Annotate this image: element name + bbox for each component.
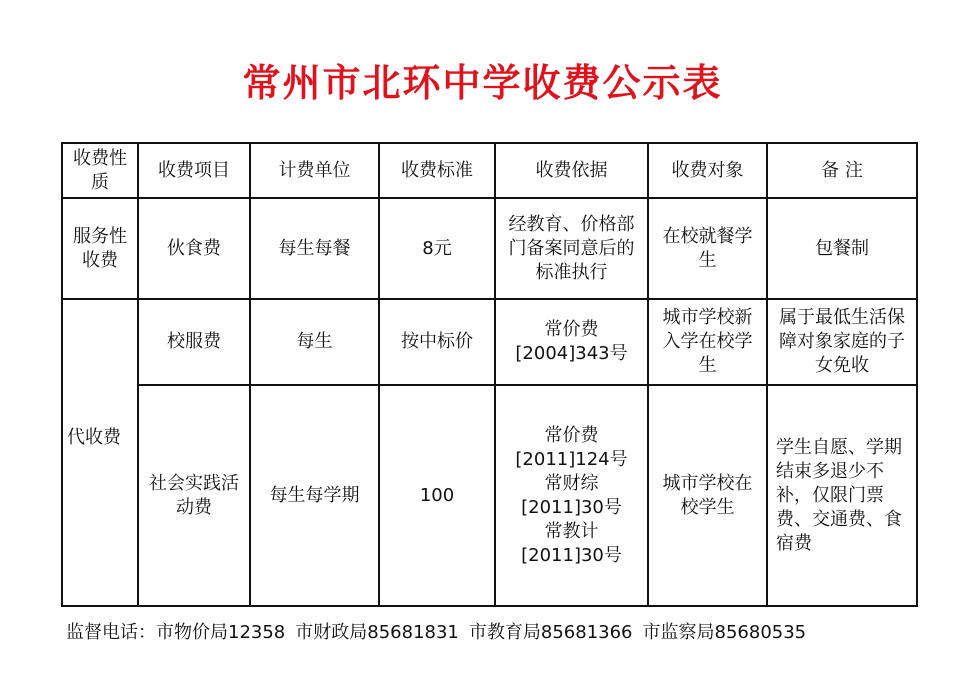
cell-unit: 每生 <box>250 299 379 385</box>
header-unit: 计费单位 <box>250 143 379 198</box>
cell-unit: 每生每餐 <box>250 198 379 299</box>
cell-note: 学生自愿、学期结束多退少不补，仅限门票费、交通费、食宿费 <box>767 385 917 606</box>
header-standard: 收费标准 <box>379 143 495 198</box>
cell-basis <box>495 385 648 606</box>
phone-supervision-bureau: 市监察局85680535 <box>642 622 807 643</box>
basis-line: [2004]343号 <box>515 343 628 364</box>
basis-line: [2011]30号 <box>521 544 622 566</box>
basis-line: 常价费 <box>544 319 599 340</box>
phone-education-bureau: 市教育局85681366 <box>468 622 633 643</box>
header-target: 收费对象 <box>648 143 767 198</box>
header-basis: 收费依据 <box>495 143 648 198</box>
cell-standard: 按中标价 <box>379 299 495 385</box>
table-row <box>62 299 917 385</box>
cell-unit: 每生每学期 <box>250 385 379 606</box>
header-item: 收费项目 <box>138 143 250 198</box>
cell-item: 校服费 <box>138 299 250 385</box>
table-row <box>62 385 917 606</box>
table-header-row <box>62 143 917 198</box>
cell-target: 城市学校在校学生 <box>648 385 767 606</box>
cell-nature: 服务性收费 <box>62 198 138 299</box>
fee-table <box>61 142 918 607</box>
footer-label: 监督电话： <box>66 622 156 643</box>
cell-item: 社会实践活动费 <box>138 385 250 606</box>
cell-standard: 100 <box>379 385 495 606</box>
basis-line: 常教计 <box>544 520 599 542</box>
cell-nature: 代收费 <box>62 299 138 606</box>
basis-line: [2011]30号 <box>521 496 622 518</box>
cell-basis: 经教育、价格部门备案同意后的标准执行 <box>495 198 648 299</box>
cell-note: 属于最低生活保障对象家庭的子女免收 <box>767 299 917 385</box>
phone-finance-bureau: 市财政局85681831 <box>295 622 459 643</box>
cell-standard: 8元 <box>379 198 495 299</box>
header-nature: 收费性质 <box>62 143 138 198</box>
cell-target: 在校就餐学生 <box>648 198 767 299</box>
cell-item: 伙食费 <box>138 198 250 299</box>
page-title: 常州市北环中学收费公示表 <box>242 60 723 105</box>
phone-price-bureau: 市物价局12358 <box>156 622 286 643</box>
basis-line: 常价费 <box>544 424 599 446</box>
header-note: 备 注 <box>767 143 917 198</box>
basis-line: [2011]124号 <box>515 448 628 470</box>
cell-basis <box>495 299 648 385</box>
basis-line: 常财综 <box>544 472 599 494</box>
cell-note: 包餐制 <box>767 198 917 299</box>
table-row <box>62 198 917 299</box>
supervision-phones <box>66 618 806 644</box>
cell-target: 城市学校新入学在校学生 <box>648 299 767 385</box>
